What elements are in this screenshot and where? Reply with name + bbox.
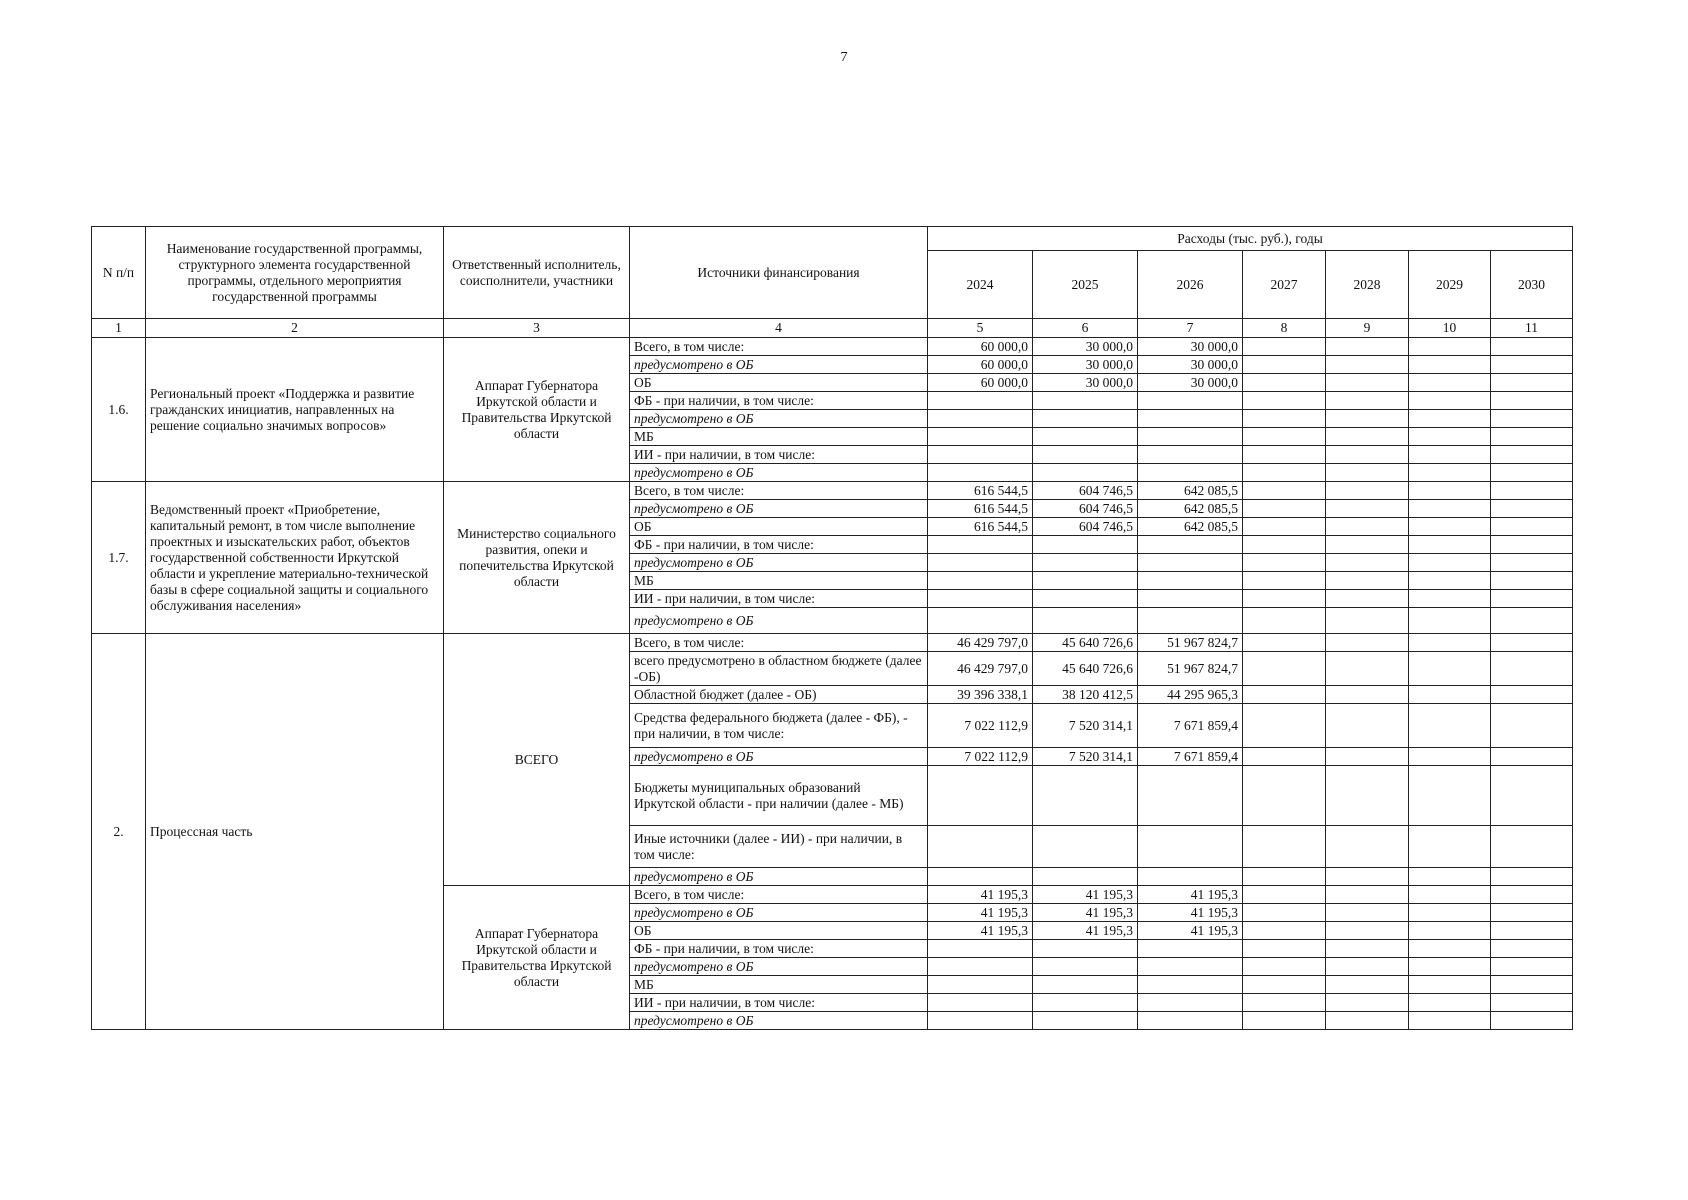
value-cell xyxy=(1033,958,1138,976)
source-cell: Всего, в том числе: xyxy=(630,634,928,652)
value-cell: 7 520 314,1 xyxy=(1033,748,1138,766)
value-cell xyxy=(1243,374,1326,392)
section-executor: Министерство социального развития, опеки и попечительства Иркутской области xyxy=(444,482,630,634)
value-cell: 30 000,0 xyxy=(1138,374,1243,392)
value-cell xyxy=(1243,940,1326,958)
value-cell xyxy=(1491,634,1573,652)
value-cell: 30 000,0 xyxy=(1138,338,1243,356)
value-cell xyxy=(1409,652,1491,686)
value-cell xyxy=(1326,482,1409,500)
value-cell xyxy=(1409,608,1491,634)
value-cell xyxy=(1491,338,1573,356)
value-cell xyxy=(1326,826,1409,868)
source-cell: ФБ - при наличии, в том числе: xyxy=(630,940,928,958)
value-cell: 30 000,0 xyxy=(1033,356,1138,374)
value-cell xyxy=(1409,958,1491,976)
value-cell xyxy=(1409,500,1491,518)
value-cell: 39 396 338,1 xyxy=(928,686,1033,704)
value-cell: 7 671 859,4 xyxy=(1138,748,1243,766)
value-cell xyxy=(1243,748,1326,766)
value-cell xyxy=(1491,590,1573,608)
value-cell xyxy=(1243,886,1326,904)
column-number: 9 xyxy=(1326,319,1409,338)
value-cell xyxy=(1409,1012,1491,1030)
value-cell xyxy=(928,826,1033,868)
source-cell: Всего, в том числе: xyxy=(630,886,928,904)
value-cell xyxy=(1409,590,1491,608)
value-cell xyxy=(1243,536,1326,554)
value-cell xyxy=(1326,572,1409,590)
value-cell xyxy=(1033,536,1138,554)
value-cell xyxy=(1409,446,1491,464)
value-cell xyxy=(1409,410,1491,428)
value-cell xyxy=(928,994,1033,1012)
value-cell xyxy=(1409,704,1491,748)
header-num: N п/п xyxy=(92,227,146,319)
value-cell xyxy=(1033,976,1138,994)
value-cell xyxy=(1243,572,1326,590)
source-cell: предусмотрено в ОБ xyxy=(630,868,928,886)
source-cell: Всего, в том числе: xyxy=(630,482,928,500)
source-cell: ОБ xyxy=(630,518,928,536)
value-cell xyxy=(928,590,1033,608)
value-cell xyxy=(1326,868,1409,886)
value-cell: 642 085,5 xyxy=(1138,518,1243,536)
value-cell xyxy=(1243,338,1326,356)
value-cell: 44 295 965,3 xyxy=(1138,686,1243,704)
value-cell xyxy=(1138,976,1243,994)
column-number: 7 xyxy=(1138,319,1243,338)
value-cell xyxy=(1243,826,1326,868)
value-cell: 41 195,3 xyxy=(928,886,1033,904)
value-cell: 616 544,5 xyxy=(928,482,1033,500)
source-cell: всего предусмотрено в областном бюджете (далее -ОБ) xyxy=(630,652,928,686)
value-cell xyxy=(1491,536,1573,554)
value-cell xyxy=(1409,536,1491,554)
value-cell xyxy=(1033,428,1138,446)
value-cell xyxy=(1138,868,1243,886)
source-cell: Всего, в том числе: xyxy=(630,338,928,356)
year-header: 2030 xyxy=(1491,251,1573,319)
column-number: 8 xyxy=(1243,319,1326,338)
table-row xyxy=(92,482,1573,500)
value-cell xyxy=(1409,686,1491,704)
value-cell xyxy=(928,554,1033,572)
column-number: 5 xyxy=(928,319,1033,338)
value-cell xyxy=(1491,652,1573,686)
value-cell xyxy=(1243,464,1326,482)
header-name: Наименование государственной программы, структурного элемента государственной программы, отдельного мероприятия государственной программы xyxy=(146,227,444,319)
value-cell xyxy=(928,1012,1033,1030)
value-cell xyxy=(1409,392,1491,410)
value-cell: 41 195,3 xyxy=(1033,922,1138,940)
year-header: 2029 xyxy=(1409,251,1491,319)
value-cell: 51 967 824,7 xyxy=(1138,634,1243,652)
column-number: 1 xyxy=(92,319,146,338)
value-cell xyxy=(1409,356,1491,374)
value-cell xyxy=(1243,554,1326,572)
value-cell xyxy=(1409,374,1491,392)
value-cell xyxy=(1033,940,1138,958)
value-cell xyxy=(1138,446,1243,464)
value-cell xyxy=(1491,976,1573,994)
value-cell xyxy=(1491,428,1573,446)
value-cell xyxy=(1138,766,1243,826)
column-number: 6 xyxy=(1033,319,1138,338)
source-cell: предусмотрено в ОБ xyxy=(630,500,928,518)
value-cell: 30 000,0 xyxy=(1138,356,1243,374)
value-cell xyxy=(1491,748,1573,766)
value-cell xyxy=(1491,392,1573,410)
value-cell xyxy=(1409,482,1491,500)
value-cell xyxy=(1243,356,1326,374)
source-cell: ИИ - при наличии, в том числе: xyxy=(630,994,928,1012)
value-cell xyxy=(1409,886,1491,904)
value-cell: 45 640 726,6 xyxy=(1033,634,1138,652)
value-cell xyxy=(1033,608,1138,634)
value-cell: 41 195,3 xyxy=(1138,922,1243,940)
page-number: 7 xyxy=(840,50,848,65)
value-cell xyxy=(1243,766,1326,826)
budget-table xyxy=(91,226,1573,1030)
value-cell xyxy=(1326,976,1409,994)
source-cell: Бюджеты муниципальных образований Иркутской области - при наличии (далее - МБ) xyxy=(630,766,928,826)
value-cell xyxy=(1326,464,1409,482)
source-cell: предусмотрено в ОБ xyxy=(630,608,928,634)
source-cell: ИИ - при наличии, в том числе: xyxy=(630,590,928,608)
value-cell xyxy=(1326,922,1409,940)
value-cell xyxy=(928,446,1033,464)
value-cell xyxy=(1033,392,1138,410)
value-cell: 41 195,3 xyxy=(928,922,1033,940)
column-number: 2 xyxy=(146,319,444,338)
value-cell xyxy=(1033,554,1138,572)
value-cell: 51 967 824,7 xyxy=(1138,652,1243,686)
value-cell xyxy=(928,976,1033,994)
value-cell: 604 746,5 xyxy=(1033,518,1138,536)
source-cell: предусмотрено в ОБ xyxy=(630,958,928,976)
value-cell xyxy=(1491,410,1573,428)
value-cell: 7 671 859,4 xyxy=(1138,704,1243,748)
column-number: 10 xyxy=(1409,319,1491,338)
source-cell: ИИ - при наличии, в том числе: xyxy=(630,446,928,464)
year-header: 2026 xyxy=(1138,251,1243,319)
value-cell xyxy=(1033,590,1138,608)
value-cell xyxy=(1243,1012,1326,1030)
value-cell xyxy=(1138,590,1243,608)
value-cell xyxy=(1326,940,1409,958)
value-cell xyxy=(1491,958,1573,976)
value-cell xyxy=(1491,608,1573,634)
value-cell xyxy=(1326,428,1409,446)
value-cell: 41 195,3 xyxy=(928,904,1033,922)
value-cell: 616 544,5 xyxy=(928,500,1033,518)
value-cell: 604 746,5 xyxy=(1033,482,1138,500)
value-cell xyxy=(1409,766,1491,826)
value-cell xyxy=(1033,464,1138,482)
value-cell xyxy=(928,428,1033,446)
value-cell xyxy=(1326,608,1409,634)
value-cell: 642 085,5 xyxy=(1138,482,1243,500)
value-cell xyxy=(1243,410,1326,428)
value-cell: 604 746,5 xyxy=(1033,500,1138,518)
value-cell xyxy=(1491,518,1573,536)
value-cell xyxy=(1138,826,1243,868)
value-cell xyxy=(928,940,1033,958)
executor-apparat: Аппарат Губернатора Иркутской области и Правительства Иркутской области xyxy=(444,886,630,1030)
value-cell xyxy=(1033,766,1138,826)
value-cell xyxy=(1326,410,1409,428)
header-executor: Ответственный исполнитель, соисполнители, участники xyxy=(444,227,630,319)
value-cell xyxy=(1243,868,1326,886)
value-cell: 41 195,3 xyxy=(1138,904,1243,922)
value-cell xyxy=(928,766,1033,826)
value-cell: 30 000,0 xyxy=(1033,338,1138,356)
value-cell xyxy=(928,958,1033,976)
value-cell xyxy=(1033,410,1138,428)
value-cell xyxy=(1491,374,1573,392)
value-cell xyxy=(928,572,1033,590)
value-cell: 30 000,0 xyxy=(1033,374,1138,392)
value-cell xyxy=(1138,554,1243,572)
value-cell xyxy=(1138,1012,1243,1030)
column-number: 4 xyxy=(630,319,928,338)
value-cell xyxy=(1409,826,1491,868)
value-cell xyxy=(1409,338,1491,356)
value-cell xyxy=(928,536,1033,554)
value-cell xyxy=(1491,1012,1573,1030)
section-number: 1.7. xyxy=(92,482,146,634)
value-cell xyxy=(1326,554,1409,572)
value-cell xyxy=(1491,766,1573,826)
value-cell xyxy=(1491,886,1573,904)
value-cell: 38 120 412,5 xyxy=(1033,686,1138,704)
value-cell: 60 000,0 xyxy=(928,374,1033,392)
value-cell xyxy=(1326,338,1409,356)
value-cell xyxy=(1491,500,1573,518)
value-cell xyxy=(1326,686,1409,704)
value-cell xyxy=(1138,428,1243,446)
value-cell xyxy=(1326,590,1409,608)
value-cell xyxy=(928,464,1033,482)
value-cell xyxy=(1033,446,1138,464)
source-cell: МБ xyxy=(630,572,928,590)
value-cell xyxy=(1491,356,1573,374)
value-cell xyxy=(1491,826,1573,868)
value-cell xyxy=(1326,374,1409,392)
value-cell xyxy=(1138,958,1243,976)
source-cell: предусмотрено в ОБ xyxy=(630,554,928,572)
header-expenses: Расходы (тыс. руб.), годы xyxy=(928,227,1573,251)
source-cell: Областной бюджет (далее - ОБ) xyxy=(630,686,928,704)
value-cell xyxy=(1409,634,1491,652)
source-cell: ФБ - при наличии, в том числе: xyxy=(630,392,928,410)
value-cell xyxy=(1409,748,1491,766)
value-cell xyxy=(1243,652,1326,686)
value-cell xyxy=(1243,994,1326,1012)
value-cell xyxy=(1243,608,1326,634)
value-cell xyxy=(1491,572,1573,590)
value-cell xyxy=(1491,868,1573,886)
value-cell xyxy=(1409,464,1491,482)
value-cell xyxy=(1491,446,1573,464)
source-cell: предусмотрено в ОБ xyxy=(630,464,928,482)
value-cell xyxy=(1243,922,1326,940)
value-cell: 60 000,0 xyxy=(928,338,1033,356)
value-cell xyxy=(1491,904,1573,922)
value-cell xyxy=(1491,922,1573,940)
value-cell xyxy=(928,608,1033,634)
value-cell xyxy=(1243,590,1326,608)
year-header: 2025 xyxy=(1033,251,1138,319)
value-cell xyxy=(1326,446,1409,464)
column-number: 11 xyxy=(1491,319,1573,338)
source-cell: предусмотрено в ОБ xyxy=(630,356,928,374)
value-cell xyxy=(1491,704,1573,748)
value-cell xyxy=(1326,904,1409,922)
value-cell xyxy=(1491,482,1573,500)
value-cell xyxy=(928,392,1033,410)
value-cell xyxy=(1409,868,1491,886)
value-cell xyxy=(1326,500,1409,518)
value-cell xyxy=(928,410,1033,428)
header-source: Источники финансирования xyxy=(630,227,928,319)
source-cell: МБ xyxy=(630,976,928,994)
source-cell: ФБ - при наличии, в том числе: xyxy=(630,536,928,554)
value-cell xyxy=(1243,704,1326,748)
year-header: 2024 xyxy=(928,251,1033,319)
table-header xyxy=(92,227,1573,338)
value-cell xyxy=(1326,634,1409,652)
value-cell: 7 022 112,9 xyxy=(928,748,1033,766)
value-cell: 642 085,5 xyxy=(1138,500,1243,518)
value-cell xyxy=(1243,904,1326,922)
value-cell xyxy=(1243,634,1326,652)
value-cell: 7 022 112,9 xyxy=(928,704,1033,748)
column-number: 3 xyxy=(444,319,630,338)
table-row xyxy=(92,338,1573,356)
value-cell xyxy=(1409,428,1491,446)
value-cell xyxy=(1033,1012,1138,1030)
value-cell xyxy=(1243,518,1326,536)
value-cell xyxy=(1033,572,1138,590)
section-number: 1.6. xyxy=(92,338,146,482)
source-cell: предусмотрено в ОБ xyxy=(630,410,928,428)
value-cell xyxy=(1243,446,1326,464)
table-body xyxy=(92,338,1573,1030)
section-name: Ведомственный проект «Приобретение, капитальный ремонт, в том числе выполнение проектных и изыскательских работ, объектов государственной собственности Иркутской области и укрепление материально-технической базы в сфере социальной защиты и социального обслуживания населения» xyxy=(146,482,444,634)
value-cell xyxy=(1409,904,1491,922)
value-cell xyxy=(1326,766,1409,826)
value-cell xyxy=(1326,748,1409,766)
source-cell: ОБ xyxy=(630,374,928,392)
value-cell xyxy=(1326,356,1409,374)
source-cell: предусмотрено в ОБ xyxy=(630,748,928,766)
value-cell xyxy=(1138,940,1243,958)
source-cell: предусмотрено в ОБ xyxy=(630,904,928,922)
value-cell: 46 429 797,0 xyxy=(928,652,1033,686)
value-cell xyxy=(1491,554,1573,572)
value-cell xyxy=(1138,464,1243,482)
source-cell: предусмотрено в ОБ xyxy=(630,1012,928,1030)
value-cell xyxy=(928,868,1033,886)
value-cell xyxy=(1138,392,1243,410)
source-cell: Средства федерального бюджета (далее - ФБ), - при наличии, в том числе: xyxy=(630,704,928,748)
value-cell: 7 520 314,1 xyxy=(1033,704,1138,748)
value-cell xyxy=(1326,886,1409,904)
year-header: 2028 xyxy=(1326,251,1409,319)
value-cell xyxy=(1409,976,1491,994)
value-cell xyxy=(1409,572,1491,590)
value-cell: 616 544,5 xyxy=(928,518,1033,536)
value-cell xyxy=(1033,826,1138,868)
value-cell xyxy=(1491,464,1573,482)
value-cell xyxy=(1243,428,1326,446)
section-name: Региональный проект «Поддержка и развитие гражданских инициатив, направленных на решение социально значимых вопросов» xyxy=(146,338,444,482)
value-cell xyxy=(1326,704,1409,748)
value-cell: 41 195,3 xyxy=(1138,886,1243,904)
section-executor: Аппарат Губернатора Иркутской области и Правительства Иркутской области xyxy=(444,338,630,482)
section-number: 2. xyxy=(92,634,146,1030)
value-cell xyxy=(1409,518,1491,536)
value-cell xyxy=(1243,686,1326,704)
value-cell xyxy=(1033,994,1138,1012)
value-cell xyxy=(1138,410,1243,428)
year-header: 2027 xyxy=(1243,251,1326,319)
value-cell xyxy=(1326,518,1409,536)
value-cell xyxy=(1326,958,1409,976)
value-cell xyxy=(1243,392,1326,410)
section-name: Процессная часть xyxy=(146,634,444,1030)
value-cell xyxy=(1409,994,1491,1012)
value-cell xyxy=(1491,686,1573,704)
value-cell: 60 000,0 xyxy=(928,356,1033,374)
table-row xyxy=(92,634,1573,652)
value-cell xyxy=(1243,958,1326,976)
source-cell: Иные источники (далее - ИИ) - при наличии, в том числе: xyxy=(630,826,928,868)
value-cell xyxy=(1491,994,1573,1012)
value-cell xyxy=(1409,554,1491,572)
value-cell xyxy=(1326,536,1409,554)
value-cell xyxy=(1138,994,1243,1012)
source-cell: МБ xyxy=(630,428,928,446)
executor-total: ВСЕГО xyxy=(444,634,630,886)
value-cell xyxy=(1243,976,1326,994)
value-cell xyxy=(1326,994,1409,1012)
value-cell xyxy=(1138,608,1243,634)
value-cell: 46 429 797,0 xyxy=(928,634,1033,652)
source-cell: ОБ xyxy=(630,922,928,940)
value-cell xyxy=(1033,868,1138,886)
value-cell xyxy=(1243,500,1326,518)
value-cell: 45 640 726,6 xyxy=(1033,652,1138,686)
value-cell xyxy=(1243,482,1326,500)
value-cell: 41 195,3 xyxy=(1033,904,1138,922)
value-cell xyxy=(1326,392,1409,410)
value-cell xyxy=(1409,940,1491,958)
value-cell xyxy=(1138,536,1243,554)
value-cell: 41 195,3 xyxy=(1033,886,1138,904)
value-cell xyxy=(1326,1012,1409,1030)
value-cell xyxy=(1491,940,1573,958)
value-cell xyxy=(1409,922,1491,940)
value-cell xyxy=(1326,652,1409,686)
value-cell xyxy=(1138,572,1243,590)
